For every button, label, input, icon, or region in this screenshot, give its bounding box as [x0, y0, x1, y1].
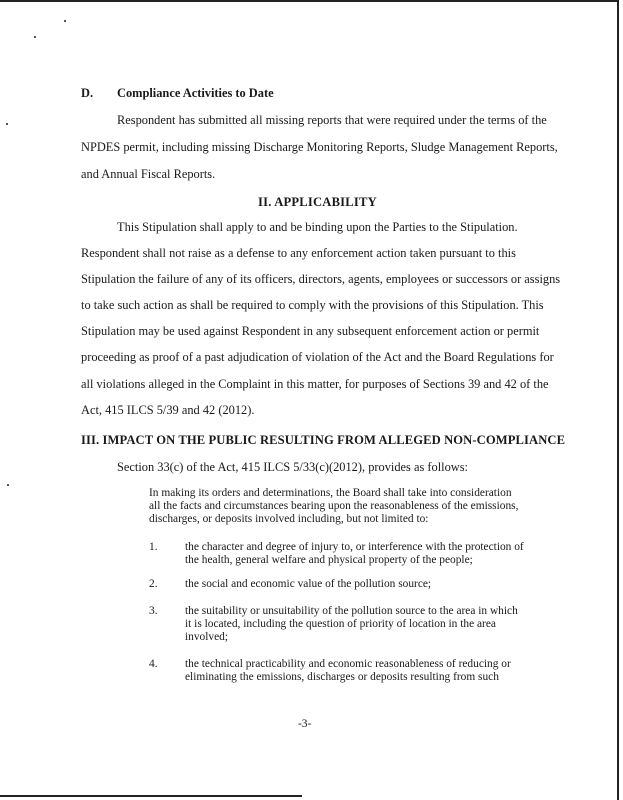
quote-line: In making its orders and determinations, the Board shall take into consideration: [149, 487, 512, 499]
section-iii-heading: III. IMPACT ON THE PUBLIC RESULTING FROM ALLEGED NON-COMPLIANCE: [81, 433, 566, 447]
list-item-line: involved;: [185, 631, 229, 643]
quote-line: all the facts and circumstances bearing upon the reasonableness of the emissions,: [149, 500, 519, 512]
paragraph-line: Respondent has submitted all missing reports that were required under the terms of the: [117, 113, 547, 127]
section-d-heading: Compliance Activities to Date: [117, 86, 274, 100]
paragraph-line: NPDES permit, including missing Discharge Monitoring Reports, Sludge Management Reports,: [81, 140, 558, 154]
scan-speck: [64, 20, 66, 22]
list-item-line: the character and degree of injury to, or interference with the protection of: [185, 541, 524, 553]
paragraph-line: This Stipulation shall apply to and be binding upon the Parties to the Stipulation.: [117, 220, 518, 234]
list-item-number: 1.: [149, 541, 158, 553]
paragraph-line: all violations alleged in the Complaint in this matter, for purposes of Sections 39 and 42 of the: [81, 377, 549, 391]
page-number: -3-: [298, 718, 312, 730]
section-d-letter: D.: [81, 86, 94, 100]
scan-speck: [7, 484, 9, 486]
list-item-line: eliminating the emissions, discharges or deposits resulting from such: [185, 671, 499, 683]
section-iii-intro: Section 33(c) of the Act, 415 ILCS 5/33(c)(2012), provides as follows:: [117, 460, 469, 474]
list-item-number: 3.: [149, 605, 158, 617]
list-item-line: the suitability or unsuitability of the pollution source to the area in which: [185, 605, 518, 617]
paragraph-line: and Annual Fiscal Reports.: [81, 167, 216, 181]
list-item-number: 2.: [149, 578, 158, 590]
section-ii-heading: II. APPLICABILITY: [258, 195, 377, 209]
paragraph-line: Stipulation the failure of any of its officers, directors, agents, employees or successors or assigns: [81, 272, 561, 286]
paragraph-line: proceeding as proof of a past adjudication of violation of the Act and the Board Regulations for: [81, 350, 554, 364]
page-bottom-rule: [0, 795, 302, 797]
list-item-line: the social and economic value of the pollution source;: [185, 578, 432, 590]
quote-line: discharges, or deposits involved including, but not limited to:: [149, 513, 429, 525]
list-item-line: the technical practicability and economic reasonableness of reducing or: [185, 658, 511, 670]
page-top-border: [0, 0, 619, 2]
paragraph-line: Act, 415 ILCS 5/39 and 42 (2012).: [81, 403, 255, 417]
paragraph-line: to take such action as shall be required to comply with the provisions of this Stipulation. This: [81, 298, 544, 312]
list-item-line: the health, general welfare and physical property of the people;: [185, 554, 473, 566]
scan-speck: [34, 36, 36, 38]
list-item-number: 4.: [149, 658, 158, 670]
scan-speck: [6, 123, 8, 125]
paragraph-line: Stipulation may be used against Respondent in any subsequent enforcement action or permit: [81, 324, 540, 338]
paragraph-line: Respondent shall not raise as a defense to any enforcement action taken pursuant to this: [81, 246, 516, 260]
list-item-line: it is located, including the question of priority of location in the area: [185, 618, 496, 630]
